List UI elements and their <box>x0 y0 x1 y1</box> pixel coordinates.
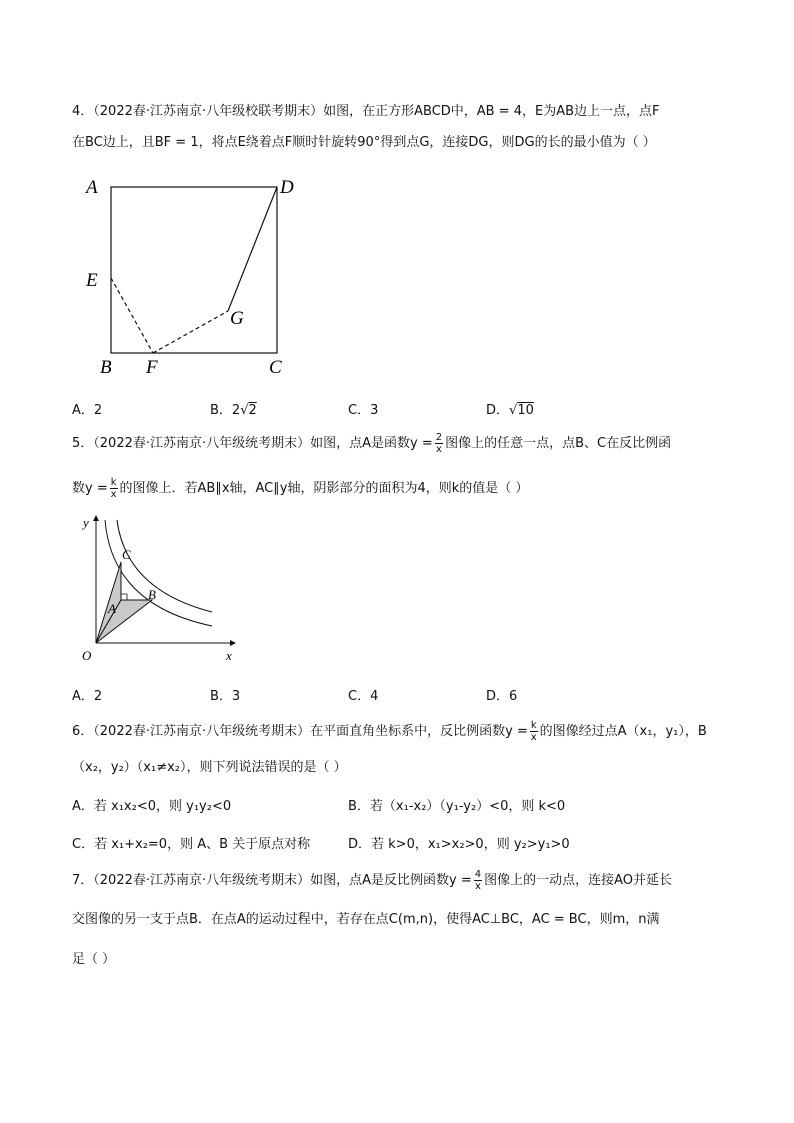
q5-coordinate-diagram <box>72 510 247 665</box>
q6-text-line1 <box>72 720 732 743</box>
curve-y-k-over-x <box>117 520 212 612</box>
q5-line2-b: 的图像上．若AB∥x轴，AC∥y轴，阴影部分的面积为4，则k的值是（ ） <box>119 481 529 496</box>
q4-option-d-radicand: 10 <box>517 403 534 418</box>
q6-frac-den: x <box>530 732 537 743</box>
q5-line1-a: 5．（2022春·江苏南京·八年级统考期末）如图，点A是函数y = <box>72 436 433 451</box>
label-g: G <box>230 308 244 329</box>
q5-line1-b: 图像上的任意一点，点B、C在反比例函 <box>445 436 672 451</box>
q6-fraction <box>530 720 538 743</box>
q4-option-b-prefix: B． <box>210 403 232 418</box>
q5-text-line1 <box>72 432 732 455</box>
q7-frac-num: 4 <box>474 869 482 880</box>
q4-text-line2: 在BC边上，且BF = 1，将点E绕着点F顺时针旋转90°得到点G，连接DG，则DG的长的最小值为（ ） <box>72 135 656 150</box>
q6-option-c[interactable]: C．若 x₁+x₂=0，则 A、B 关于原点对称 <box>72 837 311 852</box>
label-x: x <box>226 648 232 663</box>
q4-option-b-coef: 2 <box>231 403 241 418</box>
q7-text-line3: 足（ ） <box>72 952 116 967</box>
q4-square-diagram <box>80 168 310 383</box>
q7-line1-a: 7．（2022春·江苏南京·八年级统考期末）如图，点A是反比例函数y = <box>72 873 472 888</box>
label-b: B <box>100 357 112 378</box>
q6-line1-b: 的图像经过点A（x₁，y₁），B <box>539 724 707 739</box>
q7-fraction <box>474 869 482 892</box>
label-f: F <box>146 357 158 378</box>
q4-option-d[interactable] <box>486 399 534 418</box>
q6-option-b[interactable]: B．若（x₁-x₂）（y₁-y₂）<0，则 k<0 <box>348 799 566 814</box>
q6-option-a[interactable]: A．若 x₁x₂<0，则 y₁y₂<0 <box>72 799 232 814</box>
q5-frac1-den: x <box>435 444 442 455</box>
segment-ef <box>111 278 153 353</box>
q5-line2-a: 数y = <box>72 481 108 496</box>
q5-option-b[interactable]: B．3 <box>210 689 241 704</box>
q7-line1-b: 图像上的一动点，连接AO并延长 <box>484 873 673 888</box>
q5-option-c[interactable]: C．4 <box>348 689 379 704</box>
q5-frac2-den: x <box>110 489 117 500</box>
label-c: C <box>122 547 131 562</box>
q5-frac2-num: k <box>110 477 117 488</box>
q6-text-line2: （x₂，y₂）（x₁≠x₂），则下列说法错误的是（ ） <box>72 760 347 775</box>
q4-option-d-prefix: D． <box>486 403 510 418</box>
square-abcd <box>111 187 277 353</box>
label-y: y <box>83 515 89 530</box>
label-d: D <box>280 177 294 198</box>
q5-frac1-num: 2 <box>435 432 443 443</box>
q4-option-b[interactable] <box>210 399 257 418</box>
q5-option-a[interactable]: A．2 <box>72 689 103 704</box>
sqrt-icon: √ <box>509 403 518 418</box>
q5-option-d[interactable]: D．6 <box>486 689 518 704</box>
q6-line1-a: 6．（2022春·江苏南京·八年级统考期末）在平面直角坐标系中，反比例函数y = <box>72 724 528 739</box>
q7-text-line1 <box>72 869 732 892</box>
label-c: C <box>269 357 282 378</box>
sqrt-icon: √ <box>240 403 249 418</box>
label-a: A <box>86 177 98 198</box>
q5-fraction-2 <box>110 477 118 500</box>
label-o: O <box>82 648 92 663</box>
q4-text-line1: 4．（2022春·江苏南京·八年级校联考期末）如图，在正方形ABCD中，AB = 4，E为AB边上一点，点F <box>72 104 660 119</box>
segment-gd <box>228 187 277 311</box>
q5-fraction-1 <box>435 432 443 455</box>
label-a: A <box>108 601 116 616</box>
q4-option-c[interactable]: C．3 <box>348 403 379 418</box>
q6-option-d[interactable]: D．若 k>0，x₁>x₂>0，则 y₂>y₁>0 <box>348 837 570 852</box>
q4-option-b-radicand: 2 <box>248 403 257 418</box>
q7-frac-den: x <box>474 881 481 892</box>
right-angle-mark <box>121 594 127 600</box>
q5-text-line2 <box>72 477 732 500</box>
label-e: E <box>86 270 98 291</box>
q4-option-a[interactable]: A．2 <box>72 403 103 418</box>
q7-text-line2: 交图像的另一支于点B．在点A的运动过程中，若存在点C(m,n)，使得AC⊥BC，AC = BC，则m，n满 <box>72 912 660 927</box>
label-b: B <box>148 587 156 602</box>
segment-fg <box>153 311 228 353</box>
q6-frac-num: k <box>530 720 537 731</box>
